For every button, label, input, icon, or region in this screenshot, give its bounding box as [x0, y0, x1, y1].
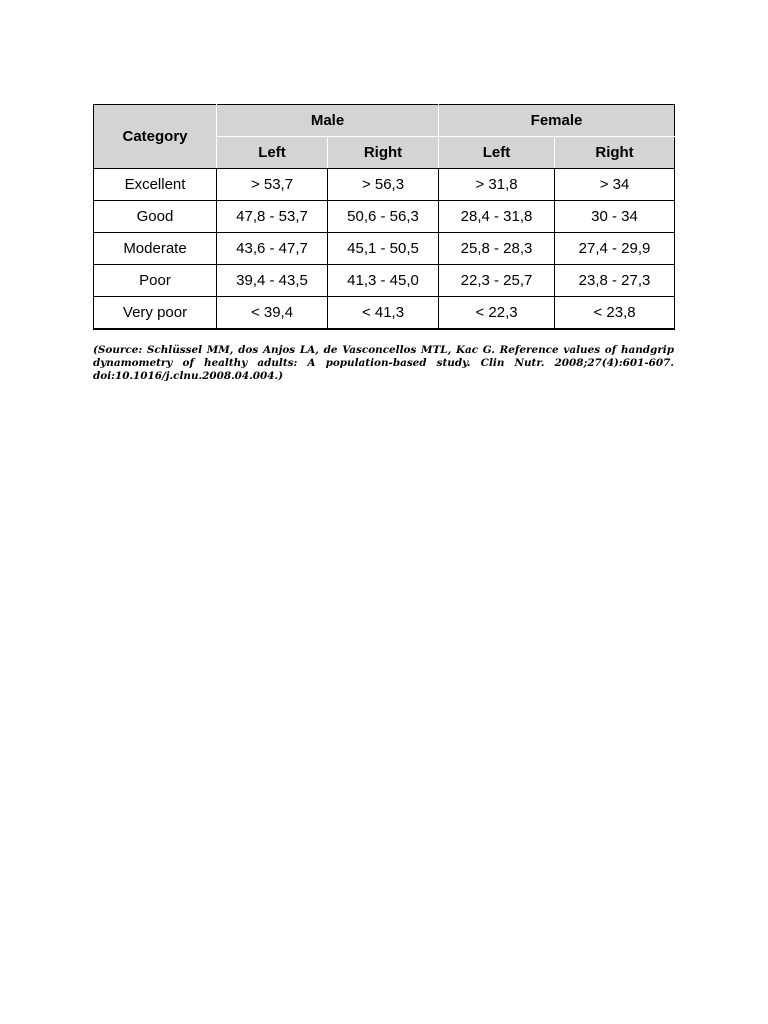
cell-male-right: < 41,3 — [328, 297, 439, 330]
table-row — [94, 169, 675, 201]
header-male-left: Left — [217, 137, 328, 169]
cell-male-left: < 39,4 — [217, 297, 328, 330]
table-row — [94, 297, 675, 330]
cell-female-left: > 31,8 — [439, 169, 555, 201]
cell-male-left: 47,8 - 53,7 — [217, 201, 328, 233]
cell-female-right: 23,8 - 27,3 — [555, 265, 675, 297]
cell-female-right: 27,4 - 29,9 — [555, 233, 675, 265]
table-header — [94, 105, 675, 169]
cell-male-right: 45,1 - 50,5 — [328, 233, 439, 265]
header-male-right: Right — [328, 137, 439, 169]
table-body — [94, 169, 675, 330]
header-group-male: Male — [217, 105, 439, 137]
row-category: Moderate — [94, 233, 217, 265]
cell-female-left: 25,8 - 28,3 — [439, 233, 555, 265]
cell-male-left: > 53,7 — [217, 169, 328, 201]
header-group-female: Female — [439, 105, 675, 137]
cell-female-left: 28,4 - 31,8 — [439, 201, 555, 233]
table-row — [94, 233, 675, 265]
row-category: Good — [94, 201, 217, 233]
table-row — [94, 201, 675, 233]
table-row — [94, 265, 675, 297]
cell-female-right: 30 - 34 — [555, 201, 675, 233]
cell-female-left: 22,3 - 25,7 — [439, 265, 555, 297]
cell-male-left: 39,4 - 43,5 — [217, 265, 328, 297]
header-female-left: Left — [439, 137, 555, 169]
header-female-right: Right — [555, 137, 675, 169]
cell-female-right: < 23,8 — [555, 297, 675, 330]
cell-male-left: 43,6 - 47,7 — [217, 233, 328, 265]
row-category: Very poor — [94, 297, 217, 330]
cell-female-left: < 22,3 — [439, 297, 555, 330]
header-row-groups — [94, 105, 675, 137]
header-category: Category — [94, 105, 217, 169]
cell-male-right: > 56,3 — [328, 169, 439, 201]
cell-female-right: > 34 — [555, 169, 675, 201]
handgrip-reference-table — [93, 104, 675, 330]
cell-male-right: 50,6 - 56,3 — [328, 201, 439, 233]
row-category: Poor — [94, 265, 217, 297]
row-category: Excellent — [94, 169, 217, 201]
cell-male-right: 41,3 - 45,0 — [328, 265, 439, 297]
source-citation: (Source: Schlüssel MM, dos Anjos LA, de Vasconcellos MTL, Kac G. Reference values of handgrip dynamometry of healthy adults: A population-based study. Clin Nutr. 2008;27(4):601-607. doi:10.1016/j.clnu.2008.04.004.) — [93, 344, 674, 382]
